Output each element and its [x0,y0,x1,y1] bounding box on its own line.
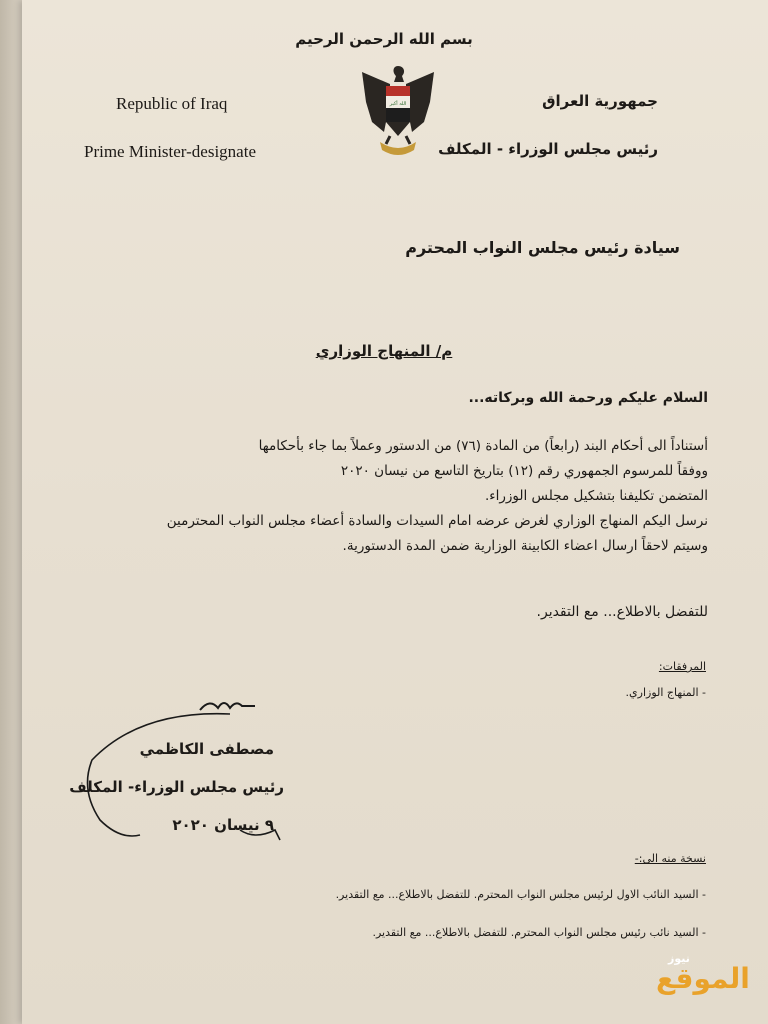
english-country: Republic of Iraq [116,94,228,113]
signatory-title: رئيس مجلس الوزراء- المكلف [69,778,284,796]
iraq-eagle-emblem-icon [360,62,436,168]
attachments-item: - المنهاج الوزاري. [625,686,706,699]
news-watermark-logo [654,950,758,1010]
body-line: أستناداً الى أحكام البند (رابعاً) من المادة (٧٦) من الدستور وعملاً بما جاء بأحكامها [258,438,708,454]
watermark-small-text: نيوز [668,952,690,965]
copy-recipient: - السيد النائب الاول لرئيس مجلس النواب المحترم. للتفضل بالاطلاع... مع التقدير. [335,888,706,901]
watermark-big-text: الموقع [656,962,750,995]
page-edge-shadow [0,0,22,1024]
letter-body [68,434,708,559]
attachments-heading: المرفقات: [658,660,706,673]
copy-recipient: - السيد نائب رئيس مجلس النواب المحترم. للتفضل بالاطلاع... مع التقدير. [372,926,706,939]
subject: م/ المنهاج الوزاري [315,342,453,360]
basmala: بسم الله الرحمن الرحيم [295,30,473,48]
greeting: السلام عليكم ورحمة الله وبركاته... [468,390,708,406]
body-line: وسيتم لاحقاً ارسال اعضاء الكابينة الوزارية ضمن المدة الدستورية. [342,538,708,554]
body-line: المتضمن تكليفنا بتشكيل مجلس الوزراء. [485,488,708,504]
copies-heading: نسخة منه الى:- [634,852,706,865]
arabic-country: جمهورية العراق [542,92,658,110]
signatory-name: مصطفى الكاظمي [139,740,274,758]
emblem-text: الله أكبر [389,101,407,107]
addressee: سيادة رئيس مجلس النواب المحترم [405,238,680,257]
arabic-office: رئيس مجلس الوزراء - المكلف [438,140,658,158]
signature-date: ٩ نيسان ٢٠٢٠ [172,816,274,834]
body-line: ووفقاً للمرسوم الجمهوري رقم (١٢) بتاريخ التاسع من نيسان ٢٠٢٠ [340,463,708,479]
body-line: نرسل اليكم المنهاج الوزاري لغرض عرضه امام السيدات والسادة أعضاء مجلس النواب المحترمين [166,513,708,529]
closing: للتفضل بالاطلاع... مع التقدير. [536,604,708,620]
english-office: Prime Minister-designate [84,142,256,161]
